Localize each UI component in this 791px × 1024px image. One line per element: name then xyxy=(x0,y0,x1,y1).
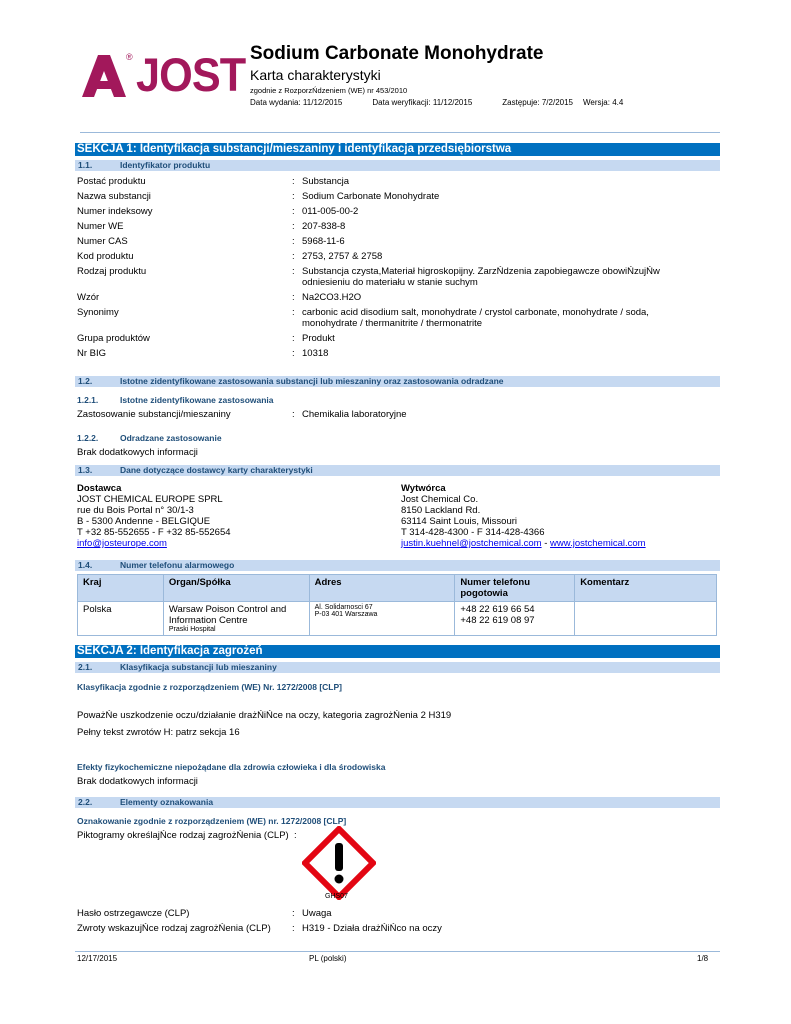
section1-heading: SEKCJA 1: Identyfikacja substancji/mieszaniny i identyfikacja przedsiębiorstwa xyxy=(75,143,720,156)
table-row xyxy=(78,602,717,636)
jost-logo xyxy=(80,48,246,101)
footer-page-number: 1/8 xyxy=(697,954,709,963)
emergency-phone-table xyxy=(77,574,717,636)
field-value: Sodium Carbonate Monohydrate xyxy=(302,191,440,202)
subsection-title: Dane dotyczące dostawcy karty charakterystyki xyxy=(120,465,313,475)
supplier-line: B - 5300 Andenne - BELGIQUE xyxy=(77,516,211,527)
full-text-note: Pełny tekst zwrotów H: patrz sekcja 16 xyxy=(77,727,240,738)
adverse-effects-heading: Efekty fizykochemiczne niepożądane dla zdrowia człowieka i dla środowiska xyxy=(77,762,386,772)
column-header: Adres xyxy=(309,575,455,602)
link-separator: - xyxy=(541,538,551,549)
no-info-text: Brak dodatkowych informacji xyxy=(77,776,198,787)
comment-cell xyxy=(575,602,717,636)
field-colon: : xyxy=(294,830,297,841)
subsection-2-2 xyxy=(75,797,720,808)
supplier-line: JOST CHEMICAL EUROPE SPRL xyxy=(77,494,223,505)
manufacturer-line: 63114 Saint Louis, Missouri xyxy=(401,516,517,527)
field-label: Numer CAS xyxy=(77,236,128,247)
subsection-number: 2.2. xyxy=(78,797,93,807)
field-label: Nazwa substancji xyxy=(77,191,151,202)
column-header: Kraj xyxy=(78,575,164,602)
table-header-row xyxy=(78,575,717,602)
manufacturer-title: Wytwórca xyxy=(401,483,446,494)
column-header: Numer telefonu pogotowia xyxy=(455,575,575,602)
replaces-date: Zastępuje: 7/2/2015 xyxy=(502,98,573,107)
supplier-email-link[interactable]: info@josteurope.com xyxy=(77,538,167,549)
manufacturer-email-link[interactable]: justin.kuehnel@jostchemical.com xyxy=(401,538,542,549)
country-cell: Polska xyxy=(78,602,164,636)
subsection-1-4 xyxy=(75,560,720,571)
field-value: 207-838-8 xyxy=(302,221,346,232)
regulation-line: zgodnie z RozporzŃdzeniem (WE) nr 453/2010 xyxy=(250,86,408,95)
classification-text: PoważŃe uszkodzenie oczu/działanie drażŃiŃce na oczy, kategoria zagrożŃenia 2 H319 xyxy=(77,710,452,721)
field-value: 5968-11-6 xyxy=(302,236,345,247)
manufacturer-line: T 314-428-4300 - F 314-428-4366 xyxy=(401,527,545,538)
document-subtitle: Karta charakterystyki xyxy=(250,67,381,83)
field-label: Rodzaj produktu xyxy=(77,266,147,277)
ghs07-exclamation-icon xyxy=(302,826,376,900)
field-label: Numer indeksowy xyxy=(77,206,153,217)
section2-heading: SEKCJA 2: Identyfikacja zagrożeń xyxy=(75,645,720,658)
manufacturer-block xyxy=(401,483,646,549)
manufacturer-line: 8150 Lackland Rd. xyxy=(401,505,481,516)
subsection-2-1 xyxy=(75,662,720,673)
column-header: Komentarz xyxy=(575,575,717,602)
issue-date: Data wydania: 11/12/2015 xyxy=(250,98,343,107)
jost-logo-mark-icon xyxy=(80,51,128,99)
field-value: Substancja czysta,Materiał higroskopijny. ZarzŃdzenia zapobiegawcze obowiŃzujŃw odniesieniu do materiału w stanie suchym xyxy=(302,266,660,288)
supplier-title: Dostawca xyxy=(77,483,122,494)
subsection-number: 1.4. xyxy=(78,560,93,570)
subsection-title: Numer telefonu alarmowego xyxy=(120,560,235,570)
field-value: 011-005-00-2 xyxy=(302,206,359,217)
footer-language: PL (polski) xyxy=(309,954,347,963)
field-value: 2753, 2757 & 2758 xyxy=(302,251,383,262)
registered-mark: ® xyxy=(126,52,133,62)
organization-cell: Warsaw Poison Control and Information Centre Praski Hospital xyxy=(163,602,309,636)
subsection-1-2 xyxy=(75,376,720,387)
field-value: 10318 xyxy=(302,348,329,359)
document-title: Sodium Carbonate Monohydrate xyxy=(250,43,544,64)
phone-cell: +48 22 619 66 54 +48 22 619 08 97 xyxy=(455,602,575,636)
field-value: Substancja xyxy=(302,176,350,187)
subsection-1-3 xyxy=(75,465,720,476)
field-label: Zwroty wskazujŃce rodzaj zagrożŃenia (CLP) xyxy=(77,923,271,934)
supplier-block xyxy=(77,483,231,549)
field-label: Numer WE xyxy=(77,221,124,232)
field-value: H319 - Działa drażŃiŃco na oczy xyxy=(302,923,442,934)
pictogram-code: GHS07 xyxy=(325,893,348,900)
subsection-title: Istotne zidentyfikowane zastosowania substancji lub mieszaniny oraz zastosowania odradzane xyxy=(120,376,504,386)
field-value: carbonic acid disodium salt, monohydrate / crystol carbonate, monohydrate / soda, monohydrate / thermanitrite / thermonatrite xyxy=(302,307,649,329)
subsection-number: 1.2. xyxy=(78,376,93,386)
field-label: Grupa produktów xyxy=(77,333,150,344)
subsection-number: 1.3. xyxy=(78,465,93,475)
field-value: Uwaga xyxy=(302,908,332,919)
field-label: Piktogramy określajŃce rodzaj zagrożŃenia (CLP) xyxy=(77,830,289,841)
field-value: Chemikalia laboratoryjne xyxy=(302,409,407,420)
field-label: Nr BIG xyxy=(77,348,107,359)
supplier-line: rue du Bois Portal n° 30/1-3 xyxy=(77,505,194,516)
logo-text: JOST xyxy=(136,48,246,101)
verify-date: Data weryfikacji: 11/12/2015 xyxy=(372,98,473,107)
manufacturer-website-link[interactable]: www.jostchemical.com xyxy=(550,538,646,549)
field-value: Na2CO3.H2O xyxy=(302,292,362,303)
version: Wersja: 4.4 xyxy=(583,98,624,107)
footer-divider xyxy=(75,951,720,952)
field-label: Postać produktu xyxy=(77,176,146,187)
field-label: Wzór xyxy=(77,292,100,303)
header-divider xyxy=(80,132,720,133)
footer-date: 12/17/2015 xyxy=(77,954,118,963)
column-header: Organ/Spółka xyxy=(163,575,309,602)
field-label: Kod produktu xyxy=(77,251,134,262)
clp-classification-heading: Klasyfikacja zgodnie z rozporządzeniem (WE) Nr. 1272/2008 [CLP] xyxy=(77,682,342,692)
document-header xyxy=(0,0,791,135)
field-label: Zastosowanie substancji/mieszaniny xyxy=(77,409,231,420)
field-label: Synonimy xyxy=(77,307,119,318)
supplier-line: T +32 85-552655 - F +32 85-552654 xyxy=(77,527,231,538)
address-cell: Al. Solidarnosci 67 P-03 401 Warszawa xyxy=(309,602,455,636)
subsection-title: Identyfikator produktu xyxy=(120,160,211,170)
clp-label-heading: Oznakowanie zgodnie z rozporządzeniem (WE) nr. 1272/2008 [CLP] xyxy=(77,816,347,826)
no-info-text: Brak dodatkowych informacji xyxy=(77,447,198,458)
subsection-number: 1.1. xyxy=(78,160,93,170)
subsection-title: Elementy oznakowania xyxy=(120,797,214,807)
field-label: Hasło ostrzegawcze (CLP) xyxy=(77,908,190,919)
subsection-title: Klasyfikacja substancji lub mieszaniny xyxy=(120,662,277,672)
subsection-1-1 xyxy=(75,160,720,171)
field-value: Produkt xyxy=(302,333,335,344)
document-dates xyxy=(250,98,653,107)
subsection-number: 2.1. xyxy=(78,662,93,672)
manufacturer-line: Jost Chemical Co. xyxy=(401,494,479,505)
